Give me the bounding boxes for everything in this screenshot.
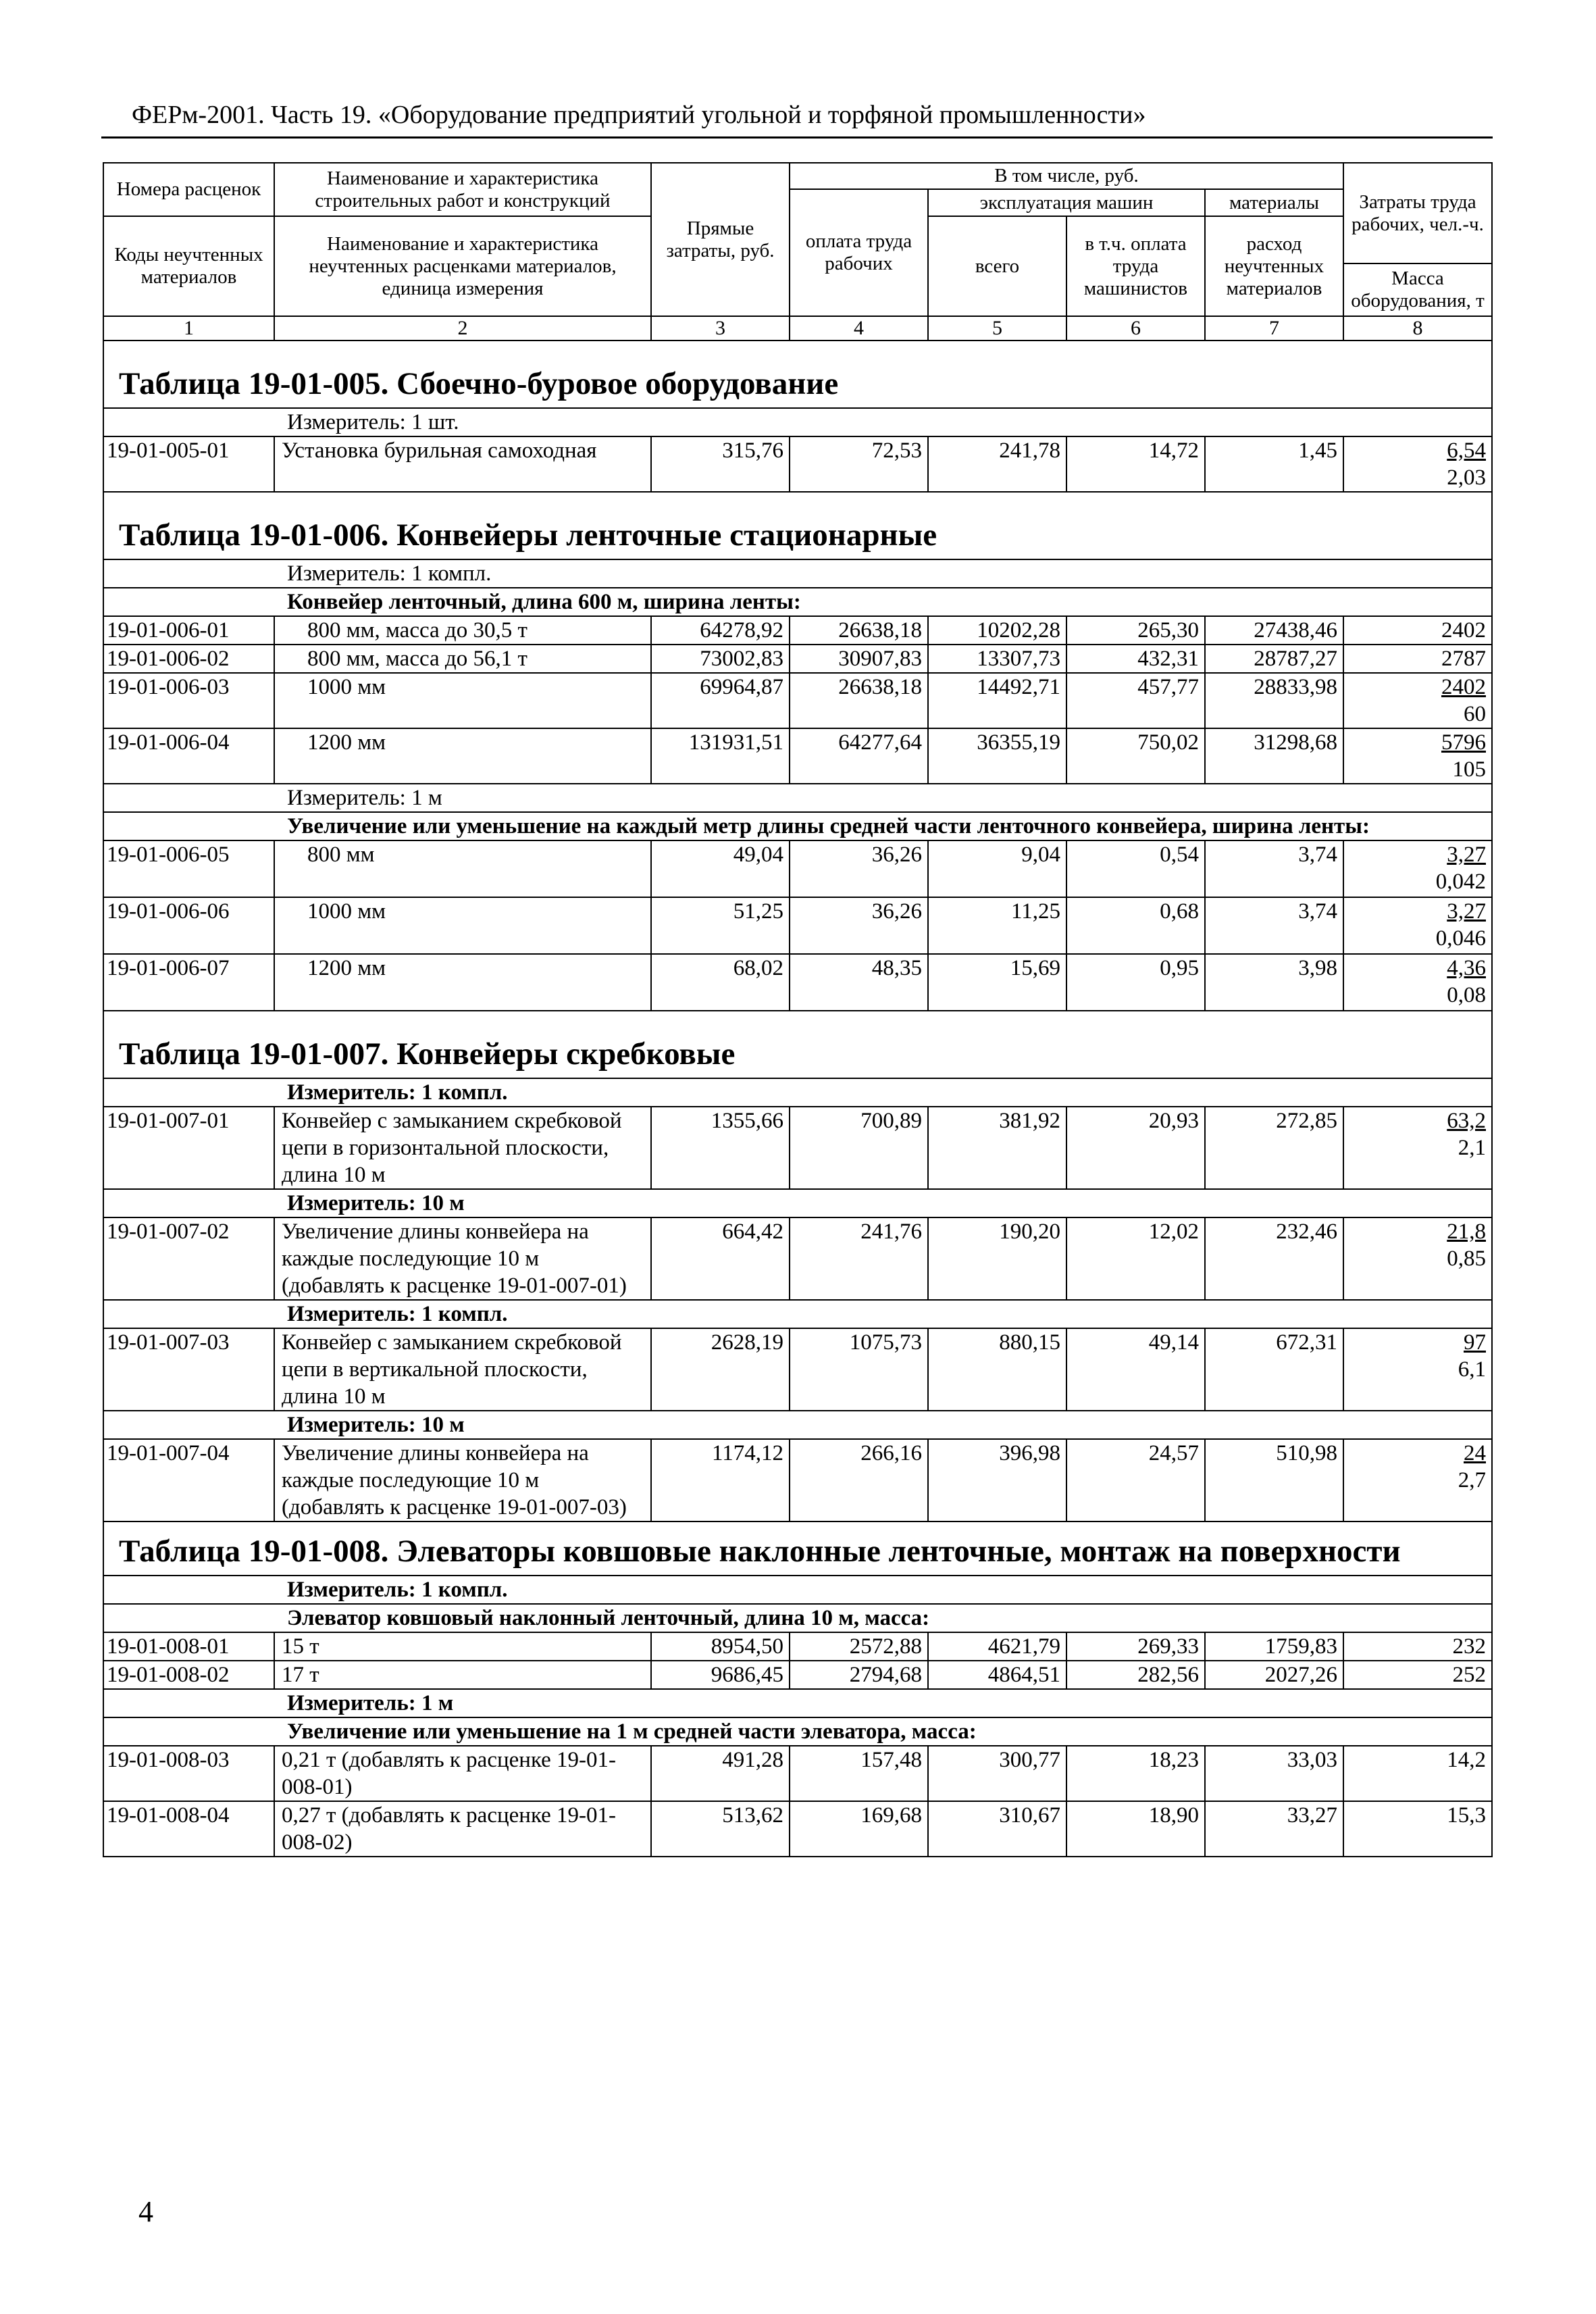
labor-pay: 157,48 <box>790 1746 928 1801</box>
rate-code: 19-01-006-04 <box>103 728 274 784</box>
rate-code: 19-01-008-04 <box>103 1801 274 1857</box>
rate-code: 19-01-006-01 <box>103 616 274 645</box>
labor-hours: 14,2 <box>1343 1746 1492 1801</box>
col-header-material-name: Наименование и характеристика неучтенных расценками материалов, единица измерения <box>274 216 651 316</box>
operators-pay: 432,31 <box>1066 645 1205 673</box>
unit-label: Измеритель: 1 м <box>274 1689 1492 1717</box>
subheading-row <box>103 1604 1492 1632</box>
equipment-mass: 2,03 <box>1447 466 1486 490</box>
rate-code: 19-01-008-02 <box>103 1661 274 1689</box>
operators-pay: 0,68 <box>1066 897 1205 954</box>
machines-total: 11,25 <box>928 897 1066 954</box>
labor-pay: 2572,88 <box>790 1632 928 1661</box>
labor-pay: 2794,68 <box>790 1661 928 1689</box>
machines-total: 36355,19 <box>928 728 1066 784</box>
column-number: 4 <box>790 316 928 341</box>
rate-name: 800 мм, масса до 56,1 т <box>274 645 651 673</box>
table-row <box>103 436 1492 492</box>
table-row <box>103 1217 1492 1300</box>
unit-label: Измеритель: 1 компл. <box>274 559 1492 588</box>
direct-costs: 73002,83 <box>651 645 790 673</box>
col-header-material-consumption: расход неучтенных материалов <box>1205 216 1343 316</box>
materials: 28787,27 <box>1205 645 1343 673</box>
unit-row <box>103 1411 1492 1439</box>
labor-hours: 24 <box>1464 1441 1486 1465</box>
operators-pay: 18,90 <box>1066 1801 1205 1857</box>
labor-hours-mass <box>1343 673 1492 728</box>
operators-pay: 18,23 <box>1066 1746 1205 1801</box>
labor-hours-mass <box>1343 954 1492 1011</box>
col-header-direct-costs: Прямые затраты, руб. <box>651 163 790 316</box>
labor-pay: 241,76 <box>790 1217 928 1300</box>
rate-code: 19-01-006-02 <box>103 645 274 673</box>
table-row <box>103 1632 1492 1661</box>
direct-costs: 9686,45 <box>651 1661 790 1689</box>
col-header-work-name: Наименование и характеристика строительных работ и конструкций <box>274 163 651 216</box>
labor-hours: 3,27 <box>1447 842 1486 867</box>
materials: 3,74 <box>1205 897 1343 954</box>
table-row <box>103 1801 1492 1857</box>
direct-costs: 513,62 <box>651 1801 790 1857</box>
materials: 2027,26 <box>1205 1661 1343 1689</box>
direct-costs: 2628,19 <box>651 1328 790 1411</box>
labor-hours: 21,8 <box>1447 1219 1486 1244</box>
operators-pay: 12,02 <box>1066 1217 1205 1300</box>
equipment-mass: 0,046 <box>1435 926 1486 951</box>
materials: 1,45 <box>1205 436 1343 492</box>
subheading-row <box>103 812 1492 840</box>
unit-label: Измеритель: 1 компл. <box>274 1300 1492 1328</box>
labor-hours-mass <box>1343 840 1492 897</box>
table-row <box>103 1328 1492 1411</box>
unit-label: Измеритель: 1 компл. <box>274 1078 1492 1107</box>
labor-hours-mass <box>1343 897 1492 954</box>
section-title-row <box>103 492 1492 559</box>
direct-costs: 315,76 <box>651 436 790 492</box>
labor-pay: 36,26 <box>790 840 928 897</box>
equipment-mass: 2,1 <box>1458 1136 1486 1160</box>
rate-code: 19-01-006-07 <box>103 954 274 1011</box>
labor-pay: 30907,83 <box>790 645 928 673</box>
table-row <box>103 1661 1492 1689</box>
operators-pay: 0,95 <box>1066 954 1205 1011</box>
operators-pay: 24,57 <box>1066 1439 1205 1521</box>
labor-hours-mass <box>1343 1107 1492 1189</box>
column-number: 8 <box>1343 316 1492 341</box>
col-header-labor-pay: оплата труда рабочих <box>790 189 928 316</box>
section-title: Таблица 19-01-007. Конвейеры скребковые <box>119 1036 736 1072</box>
subheading: Элеватор ковшовый наклонный ленточный, длина 10 м, масса: <box>274 1604 1492 1632</box>
rate-code: 19-01-008-03 <box>103 1746 274 1801</box>
unit-row <box>103 1689 1492 1717</box>
labor-pay: 64277,64 <box>790 728 928 784</box>
col-header-machines-total: всего <box>928 216 1066 316</box>
rate-code: 19-01-007-03 <box>103 1328 274 1411</box>
header-row-1 <box>103 163 1492 189</box>
rate-name: 17 т <box>274 1661 651 1689</box>
labor-pay: 72,53 <box>790 436 928 492</box>
equipment-mass: 6,1 <box>1458 1357 1486 1382</box>
labor-hours: 63,2 <box>1447 1109 1486 1133</box>
section-title-row <box>103 341 1492 408</box>
direct-costs: 8954,50 <box>651 1632 790 1661</box>
rate-code: 19-01-008-01 <box>103 1632 274 1661</box>
machines-total: 4864,51 <box>928 1661 1066 1689</box>
col-header-materials: материалы <box>1205 189 1343 216</box>
rate-name: Конвейер с замыканием скребковой цепи в горизонтальной плоскости, длина 10 м <box>274 1107 651 1189</box>
labor-pay: 169,68 <box>790 1801 928 1857</box>
machines-total: 241,78 <box>928 436 1066 492</box>
labor-hours-mass <box>1343 1439 1492 1521</box>
unit-row <box>103 1300 1492 1328</box>
labor-hours: 2402 <box>1441 675 1486 699</box>
rate-code: 19-01-006-06 <box>103 897 274 954</box>
machines-total: 10202,28 <box>928 616 1066 645</box>
rate-name: 800 мм, масса до 30,5 т <box>274 616 651 645</box>
section-title: Таблица 19-01-005. Сбоечно-буровое оборудование <box>119 366 839 401</box>
labor-pay: 1075,73 <box>790 1328 928 1411</box>
direct-costs: 51,25 <box>651 897 790 954</box>
materials: 510,98 <box>1205 1439 1343 1521</box>
col-header-material-codes: Коды неучтенных материалов <box>103 216 274 316</box>
machines-total: 396,98 <box>928 1439 1066 1521</box>
labor-hours: 3,27 <box>1447 899 1486 924</box>
labor-pay: 266,16 <box>790 1439 928 1521</box>
labor-hours-mass <box>1343 1217 1492 1300</box>
labor-pay: 48,35 <box>790 954 928 1011</box>
materials: 33,27 <box>1205 1801 1343 1857</box>
unit-row <box>103 408 1492 436</box>
rate-name: 1200 мм <box>274 954 651 1011</box>
column-number: 6 <box>1066 316 1205 341</box>
labor-hours: 5796 <box>1441 730 1486 755</box>
col-header-rate-numbers: Номера расценок <box>103 163 274 216</box>
unit-row <box>103 1078 1492 1107</box>
materials: 27438,46 <box>1205 616 1343 645</box>
rate-code: 19-01-007-04 <box>103 1439 274 1521</box>
materials: 272,85 <box>1205 1107 1343 1189</box>
rate-name: Установка бурильная самоходная <box>274 436 651 492</box>
equipment-mass: 105 <box>1452 757 1486 782</box>
labor-hours: 97 <box>1464 1330 1486 1355</box>
direct-costs: 69964,87 <box>651 673 790 728</box>
direct-costs: 49,04 <box>651 840 790 897</box>
labor-hours: 2402 <box>1343 616 1492 645</box>
table-row <box>103 728 1492 784</box>
rate-name: Увеличение длины конвейера на каждые последующие 10 м (добавлять к расценке 19-01-007-01) <box>274 1217 651 1300</box>
machines-total: 15,69 <box>928 954 1066 1011</box>
materials: 232,46 <box>1205 1217 1343 1300</box>
subheading: Конвейер ленточный, длина 600 м, ширина ленты: <box>274 588 1492 616</box>
table-row <box>103 1439 1492 1521</box>
col-header-operators-pay: в т.ч. оплата труда машинистов <box>1066 216 1205 316</box>
materials: 3,98 <box>1205 954 1343 1011</box>
table-row <box>103 954 1492 1011</box>
direct-costs: 664,42 <box>651 1217 790 1300</box>
column-number: 3 <box>651 316 790 341</box>
materials: 3,74 <box>1205 840 1343 897</box>
unit-row <box>103 1576 1492 1604</box>
labor-hours: 2787 <box>1343 645 1492 673</box>
unit-label: Измеритель: 1 м <box>274 784 1492 812</box>
operators-pay: 265,30 <box>1066 616 1205 645</box>
materials: 1759,83 <box>1205 1632 1343 1661</box>
column-numbers-row <box>103 316 1492 341</box>
direct-costs: 68,02 <box>651 954 790 1011</box>
column-number: 7 <box>1205 316 1343 341</box>
rate-name: 1000 мм <box>274 897 651 954</box>
header-rule <box>101 136 1493 139</box>
equipment-mass: 0,08 <box>1447 983 1486 1007</box>
col-header-including: В том числе, руб. <box>790 163 1343 189</box>
labor-pay: 700,89 <box>790 1107 928 1189</box>
operators-pay: 750,02 <box>1066 728 1205 784</box>
direct-costs: 1355,66 <box>651 1107 790 1189</box>
machines-total: 9,04 <box>928 840 1066 897</box>
labor-hours-mass <box>1343 436 1492 492</box>
unit-label: Измеритель: 1 шт. <box>274 408 1492 436</box>
operators-pay: 269,33 <box>1066 1632 1205 1661</box>
rate-code: 19-01-007-01 <box>103 1107 274 1189</box>
column-number: 2 <box>274 316 651 341</box>
col-header-machines: эксплуатация машин <box>928 189 1205 216</box>
machines-total: 4621,79 <box>928 1632 1066 1661</box>
rate-name: 0,21 т (добавлять к расценке 19-01-008-01) <box>274 1746 651 1801</box>
rate-code: 19-01-007-02 <box>103 1217 274 1300</box>
table-row <box>103 897 1492 954</box>
rate-name: 15 т <box>274 1632 651 1661</box>
labor-hours: 15,3 <box>1343 1801 1492 1857</box>
unit-label: Измеритель: 1 компл. <box>274 1576 1492 1604</box>
machines-total: 310,67 <box>928 1801 1066 1857</box>
subheading-row <box>103 1717 1492 1746</box>
equipment-mass: 0,042 <box>1435 870 1486 894</box>
rate-name: Конвейер с замыканием скребковой цепи в вертикальной плоскости, длина 10 м <box>274 1328 651 1411</box>
labor-hours-mass <box>1343 1328 1492 1411</box>
rate-name: Увеличение длины конвейера на каждые последующие 10 м (добавлять к расценке 19-01-007-03) <box>274 1439 651 1521</box>
rate-name: 800 мм <box>274 840 651 897</box>
col-header-equipment-mass: Масса оборудования, т <box>1343 263 1492 316</box>
rate-code: 19-01-006-05 <box>103 840 274 897</box>
direct-costs: 64278,92 <box>651 616 790 645</box>
unit-row <box>103 1189 1492 1217</box>
subheading: Увеличение или уменьшение на каждый метр длины средней части ленточного конвейера, ширина ленты: <box>274 812 1492 840</box>
section-title-row <box>103 1011 1492 1078</box>
operators-pay: 282,56 <box>1066 1661 1205 1689</box>
equipment-mass: 0,85 <box>1447 1247 1486 1271</box>
subheading-row <box>103 588 1492 616</box>
labor-hours: 6,54 <box>1447 438 1486 463</box>
machines-total: 14492,71 <box>928 673 1066 728</box>
direct-costs: 491,28 <box>651 1746 790 1801</box>
rate-code: 19-01-005-01 <box>103 436 274 492</box>
running-header: ФЕРм-2001. Часть 19. «Оборудование предприятий угольной и торфяной промышленности» <box>132 101 1146 129</box>
labor-pay: 26638,18 <box>790 616 928 645</box>
section-title: Таблица 19-01-008. Элеваторы ковшовые наклонные ленточные, монтаж на поверхности <box>119 1534 1401 1569</box>
machines-total: 300,77 <box>928 1746 1066 1801</box>
labor-hours: 4,36 <box>1447 956 1486 980</box>
labor-hours-mass <box>1343 728 1492 784</box>
table-row <box>103 1746 1492 1801</box>
machines-total: 880,15 <box>928 1328 1066 1411</box>
unit-label: Измеритель: 10 м <box>274 1189 1492 1217</box>
table-row <box>103 673 1492 728</box>
labor-hours: 232 <box>1343 1632 1492 1661</box>
table-row <box>103 616 1492 645</box>
section-title: Таблица 19-01-006. Конвейеры ленточные стационарные <box>119 518 937 553</box>
operators-pay: 0,54 <box>1066 840 1205 897</box>
subheading: Увеличение или уменьшение на 1 м средней части элеватора, масса: <box>274 1717 1492 1746</box>
rate-name: 1200 мм <box>274 728 651 784</box>
labor-pay: 26638,18 <box>790 673 928 728</box>
materials: 31298,68 <box>1205 728 1343 784</box>
operators-pay: 457,77 <box>1066 673 1205 728</box>
materials: 672,31 <box>1205 1328 1343 1411</box>
machines-total: 190,20 <box>928 1217 1066 1300</box>
equipment-mass: 60 <box>1464 702 1486 726</box>
table-row <box>103 1107 1492 1189</box>
materials: 33,03 <box>1205 1746 1343 1801</box>
table-row <box>103 840 1492 897</box>
column-number: 1 <box>103 316 274 341</box>
labor-hours: 252 <box>1343 1661 1492 1689</box>
direct-costs: 1174,12 <box>651 1439 790 1521</box>
equipment-mass: 2,7 <box>1458 1468 1486 1492</box>
machines-total: 381,92 <box>928 1107 1066 1189</box>
page-number: 4 <box>138 2195 153 2228</box>
labor-pay: 36,26 <box>790 897 928 954</box>
rate-name: 0,27 т (добавлять к расценке 19-01-008-02) <box>274 1801 651 1857</box>
col-header-labor-hours: Затраты труда рабочих, чел.-ч. <box>1343 163 1492 263</box>
operators-pay: 20,93 <box>1066 1107 1205 1189</box>
rate-code: 19-01-006-03 <box>103 673 274 728</box>
table-row <box>103 645 1492 673</box>
section-title-row <box>103 1521 1492 1576</box>
column-number: 5 <box>928 316 1066 341</box>
operators-pay: 14,72 <box>1066 436 1205 492</box>
unit-label: Измеритель: 10 м <box>274 1411 1492 1439</box>
rates-table <box>103 162 1493 1857</box>
direct-costs: 131931,51 <box>651 728 790 784</box>
unit-row <box>103 559 1492 588</box>
unit-row <box>103 784 1492 812</box>
materials: 28833,98 <box>1205 673 1343 728</box>
rate-name: 1000 мм <box>274 673 651 728</box>
machines-total: 13307,73 <box>928 645 1066 673</box>
operators-pay: 49,14 <box>1066 1328 1205 1411</box>
